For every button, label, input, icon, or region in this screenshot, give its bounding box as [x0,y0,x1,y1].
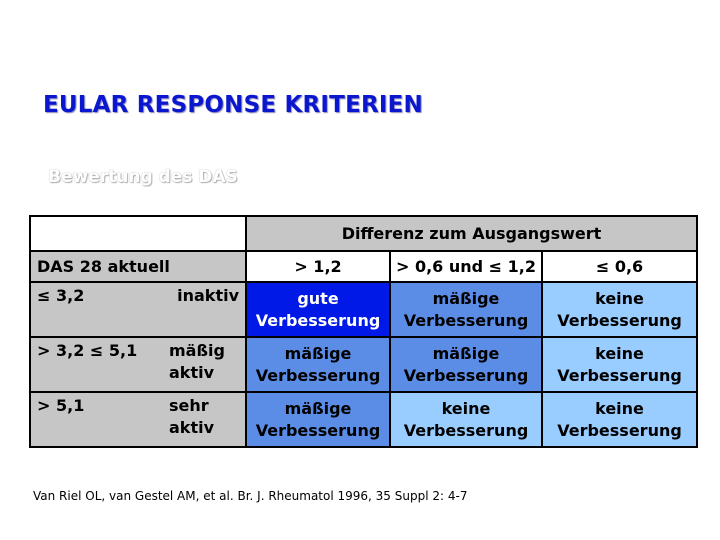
cell-line2: Verbesserung [557,365,682,385]
response-cell-none [390,392,542,447]
cell-line1: keine [595,343,644,363]
row-label-gt-5-1 [30,392,246,447]
row-state-line2: aktiv [169,418,214,437]
cell-line2: Verbesserung [557,310,682,330]
row-state [169,395,239,439]
row-state-line1: sehr [169,396,209,415]
response-cell-none [542,282,697,337]
cell-line1: mäßige [432,343,500,363]
empty-corner-cell [30,216,246,251]
column-header-le-0-6: ≤ 0,6 [542,251,697,282]
row-label-le-3-2 [30,282,246,337]
response-cell-moderate [246,337,390,392]
column-header-0-6-to-1-2: > 0,6 und ≤ 1,2 [390,251,542,282]
cell-line2: Verbesserung [255,310,381,330]
row-state-line2: aktiv [169,363,214,382]
cell-line2: Verbesserung [557,420,682,440]
row-range: ≤ 3,2 [37,286,85,305]
table-row [30,282,697,337]
slide-title: EULAR RESPONSE KRITERIEN [43,92,424,118]
table-row [30,392,697,447]
cell-line1: mäßige [432,288,500,308]
cell-line1: mäßige [284,343,352,363]
row-state-line1: mäßig [169,341,225,360]
cell-line2: Verbesserung [403,420,529,440]
response-cell-none [542,392,697,447]
cell-line2: Verbesserung [255,420,381,440]
response-cell-moderate [390,337,542,392]
response-cell-none [542,337,697,392]
row-range: > 3,2 ≤ 5,1 [37,341,138,360]
column-header-gt-1-2: > 1,2 [246,251,390,282]
row-state [169,340,239,384]
response-cell-moderate [246,392,390,447]
table-header-row [30,216,697,251]
cell-line1: keine [441,398,491,418]
cell-line1: keine [595,398,644,418]
response-cell-good [246,282,390,337]
difference-header: Differenz zum Ausgangswert [246,216,697,251]
das-label-cell: DAS 28 aktuell [30,251,246,282]
table-row [30,337,697,392]
cell-line1: mäßige [284,398,352,418]
row-state: inaktiv [177,286,239,305]
row-range: > 5,1 [37,396,85,415]
row-label-3-2-to-5-1 [30,337,246,392]
eular-response-table [29,215,698,448]
cell-line1: gute [297,288,339,308]
column-header-row [30,251,697,282]
cell-line1: keine [595,288,644,308]
cell-line2: Verbesserung [403,310,529,330]
cell-line2: Verbesserung [403,365,529,385]
cell-line2: Verbesserung [255,365,381,385]
citation: Van Riel OL, van Gestel AM, et al. Br. J. Rheumatol 1996, 35 Suppl 2: 4-7 [33,489,468,503]
slide-subtitle: Bewertung des DAS [48,167,238,187]
response-cell-moderate [390,282,542,337]
